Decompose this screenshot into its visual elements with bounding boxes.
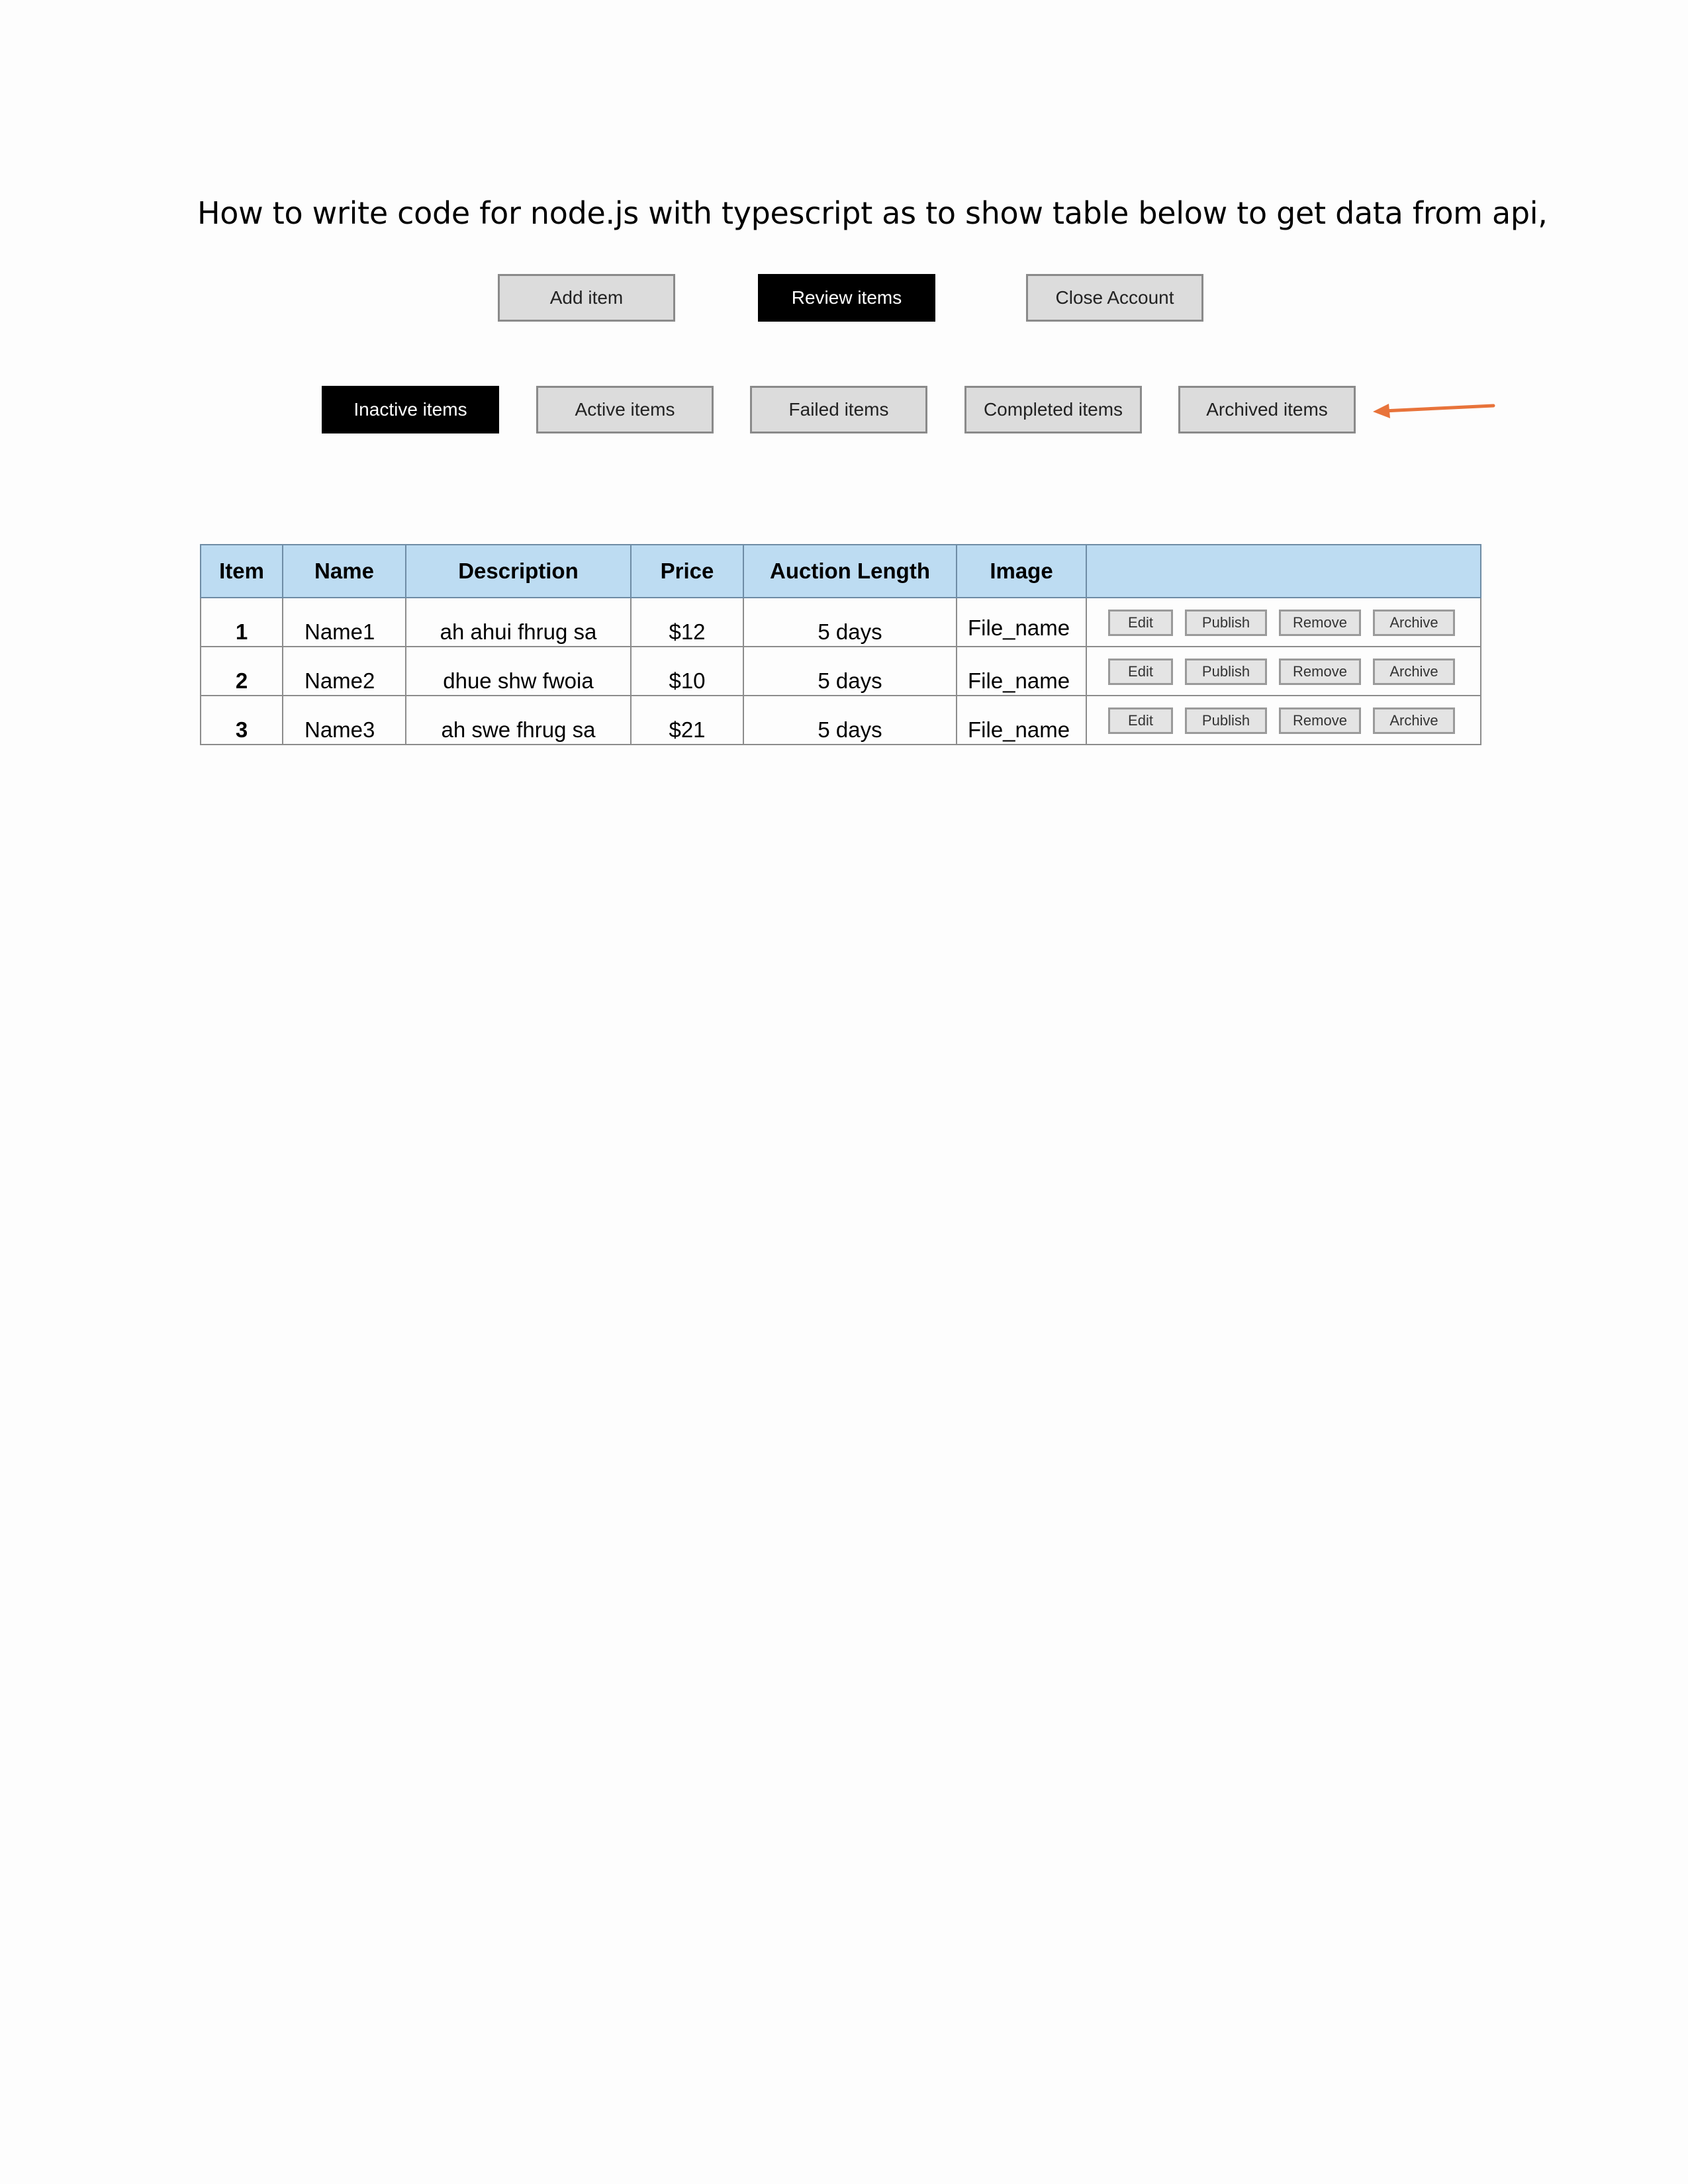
edit-button[interactable]: Edit xyxy=(1108,610,1173,636)
item-auction-length: 5 days xyxy=(743,647,957,696)
archive-button[interactable]: Archive xyxy=(1373,610,1455,636)
item-number: 2 xyxy=(201,647,283,696)
edit-button[interactable]: Edit xyxy=(1108,707,1173,734)
table-row xyxy=(201,598,1481,647)
publish-button[interactable]: Publish xyxy=(1185,707,1267,734)
item-name: Name1 xyxy=(283,598,406,647)
table-row xyxy=(201,647,1481,696)
tab-archived-items[interactable]: Archived items xyxy=(1178,386,1356,433)
row-actions xyxy=(1086,647,1481,696)
publish-button[interactable]: Publish xyxy=(1185,659,1267,685)
item-number: 3 xyxy=(201,696,283,745)
item-auction-length: 5 days xyxy=(743,696,957,745)
item-number: 1 xyxy=(201,598,283,647)
tab-completed-items[interactable]: Completed items xyxy=(964,386,1142,433)
remove-button[interactable]: Remove xyxy=(1279,659,1361,685)
tab-active-items[interactable]: Active items xyxy=(536,386,714,433)
item-description: dhue shw fwoia xyxy=(406,647,631,696)
table-row xyxy=(201,696,1481,745)
row-actions xyxy=(1086,598,1481,647)
item-auction-length: 5 days xyxy=(743,598,957,647)
column-header-price: Price xyxy=(631,545,743,598)
edit-button[interactable]: Edit xyxy=(1108,659,1173,685)
review-items-button[interactable]: Review items xyxy=(758,274,935,322)
item-description: ah swe fhrug sa xyxy=(406,696,631,745)
archive-button[interactable]: Archive xyxy=(1373,659,1455,685)
question-text: How to write code for node.js with typescript as to show table below to get data from api, xyxy=(197,195,1548,231)
add-item-button[interactable]: Add item xyxy=(498,274,675,322)
archive-button[interactable]: Archive xyxy=(1373,707,1455,734)
item-image: File_name xyxy=(957,598,1086,647)
item-name: Name2 xyxy=(283,647,406,696)
close-account-button[interactable]: Close Account xyxy=(1026,274,1203,322)
item-price: $12 xyxy=(631,598,743,647)
column-header-image: Image xyxy=(957,545,1086,598)
remove-button[interactable]: Remove xyxy=(1279,707,1361,734)
column-header-description: Description xyxy=(406,545,631,598)
item-name: Name3 xyxy=(283,696,406,745)
item-image: File_name xyxy=(957,647,1086,696)
item-price: $10 xyxy=(631,647,743,696)
item-price: $21 xyxy=(631,696,743,745)
table-header-row xyxy=(201,545,1481,598)
tab-failed-items[interactable]: Failed items xyxy=(750,386,927,433)
row-actions xyxy=(1086,696,1481,745)
publish-button[interactable]: Publish xyxy=(1185,610,1267,636)
column-header-actions xyxy=(1086,545,1481,598)
column-header-name: Name xyxy=(283,545,406,598)
item-image: File_name xyxy=(957,696,1086,745)
tab-inactive-items[interactable]: Inactive items xyxy=(322,386,499,433)
annotation-arrow-icon xyxy=(1370,389,1496,429)
column-header-item: Item xyxy=(201,545,283,598)
item-description: ah ahui fhrug sa xyxy=(406,598,631,647)
items-table xyxy=(200,544,1481,745)
column-header-auction-length: Auction Length xyxy=(743,545,957,598)
remove-button[interactable]: Remove xyxy=(1279,610,1361,636)
